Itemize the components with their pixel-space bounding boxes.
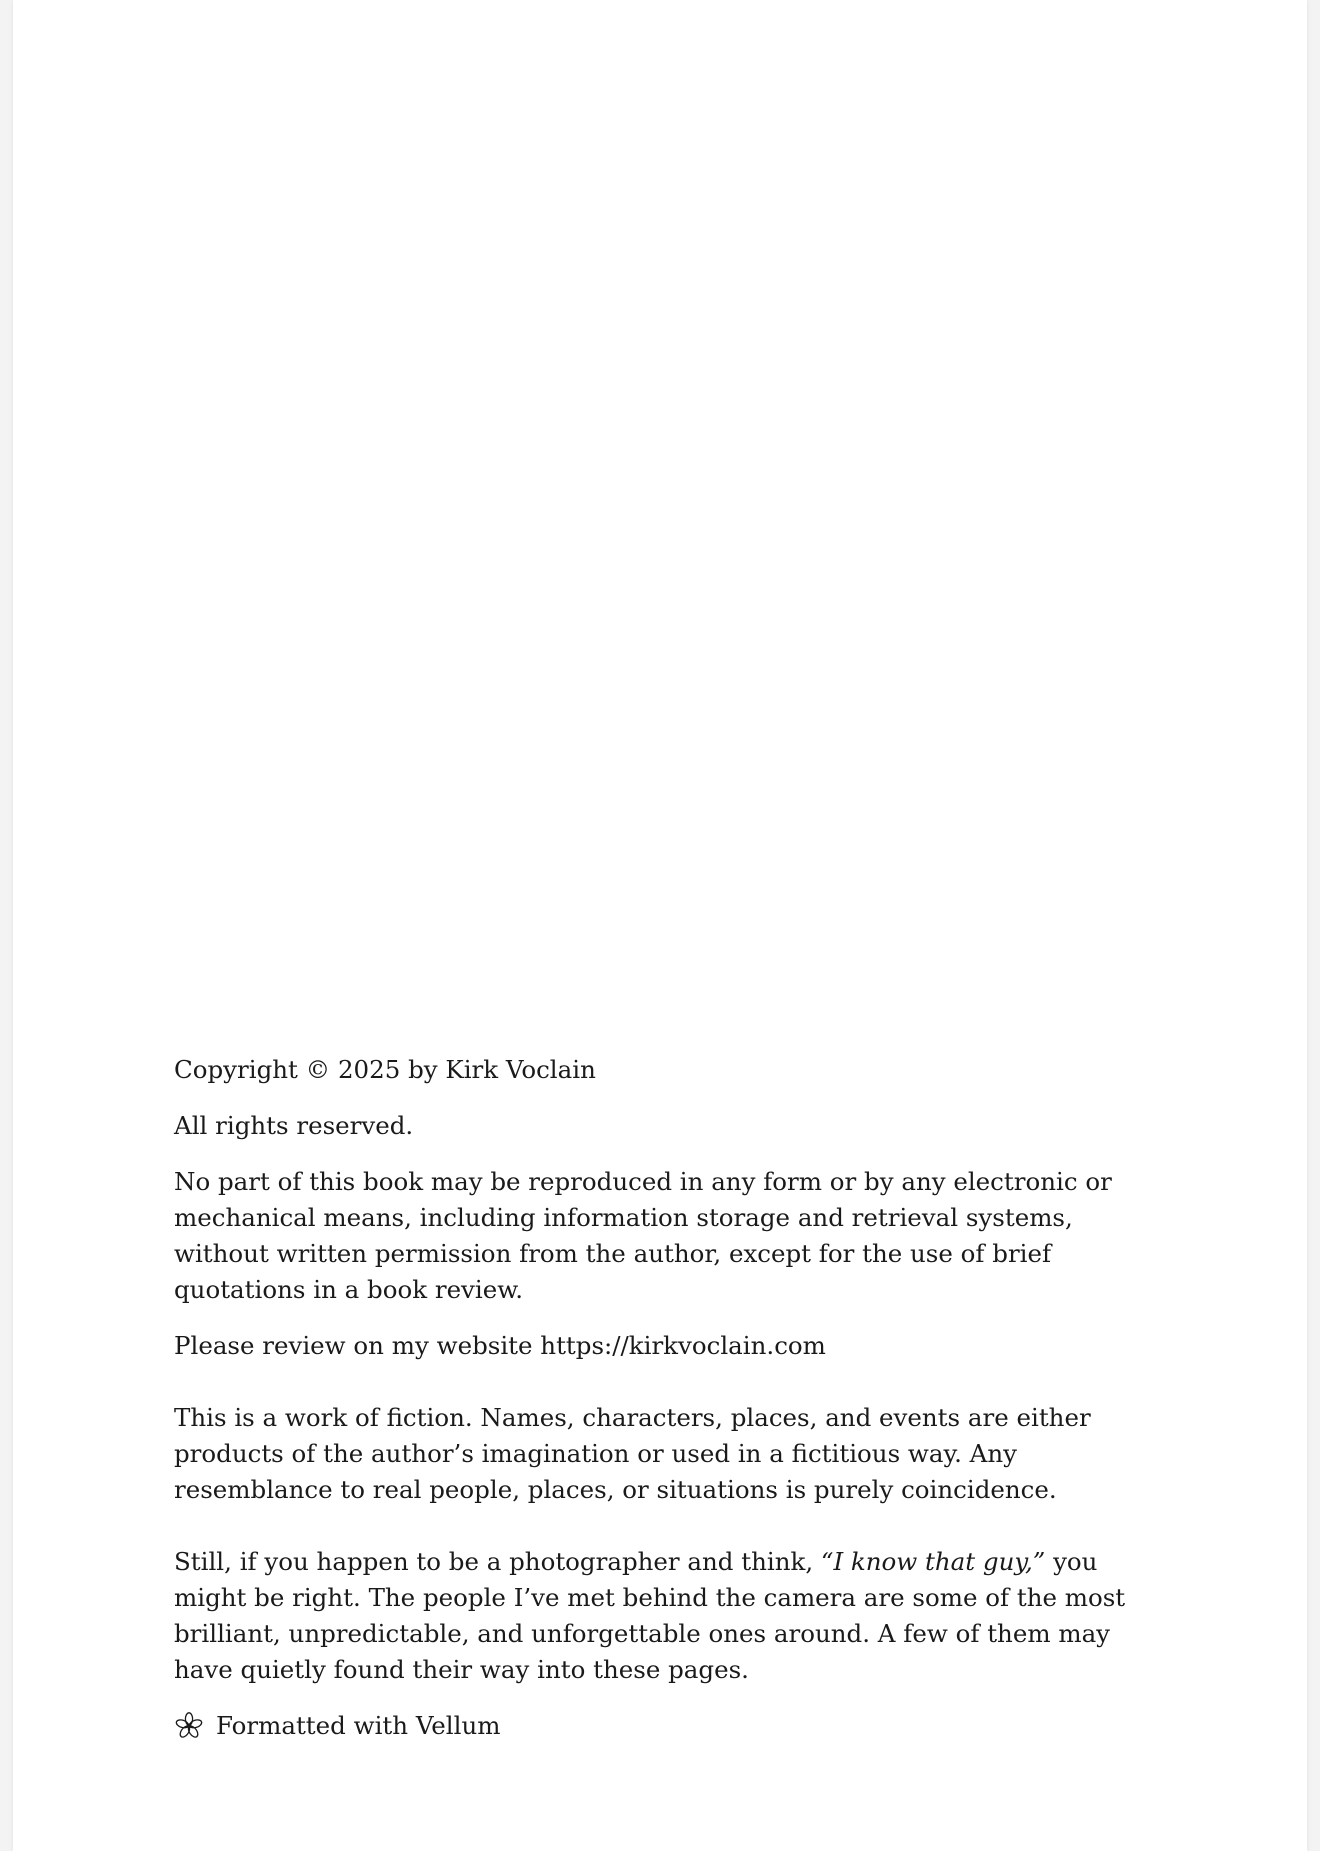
- vellum-credit: [174, 1708, 1134, 1744]
- vellum-label: Formatted with Vellum: [216, 1711, 501, 1740]
- rights-reserved: All rights reserved.: [174, 1111, 414, 1140]
- reproduction-notice: No part of this book may be reproduced in any form or by any electronic or mechanical means, including information storage and retrieval systems, without written permission from the author, except for the use of brief quotations in a book review.: [174, 1167, 1112, 1304]
- fiction-disclaimer: This is a work of fiction. Names, characters, places, and events are either products of the author’s imagination or used in a fictitious way. Any resemblance to real people, places, or situations is purely coincidence.: [174, 1403, 1091, 1504]
- copyright-page-content: [174, 1052, 1134, 1744]
- copyright-line: Copyright © 2025 by Kirk Voclain: [174, 1055, 596, 1084]
- photographer-note: [174, 1544, 1134, 1688]
- photographer-note-quote: “I know that guy,”: [820, 1547, 1046, 1576]
- review-request: Please review on my website https://kirkvoclain.com: [174, 1331, 826, 1360]
- photographer-note-start: Still, if you happen to be a photographer and think,: [174, 1547, 821, 1576]
- book-page: [13, 0, 1307, 1851]
- flower-icon: [174, 1711, 204, 1741]
- photographer-note-end: you might be right. The people I’ve met behind the camera are some of the most brilliant, unpredictable, and unforgettable ones around. A few of them may have quietly found their way into these pages.: [174, 1547, 1126, 1684]
